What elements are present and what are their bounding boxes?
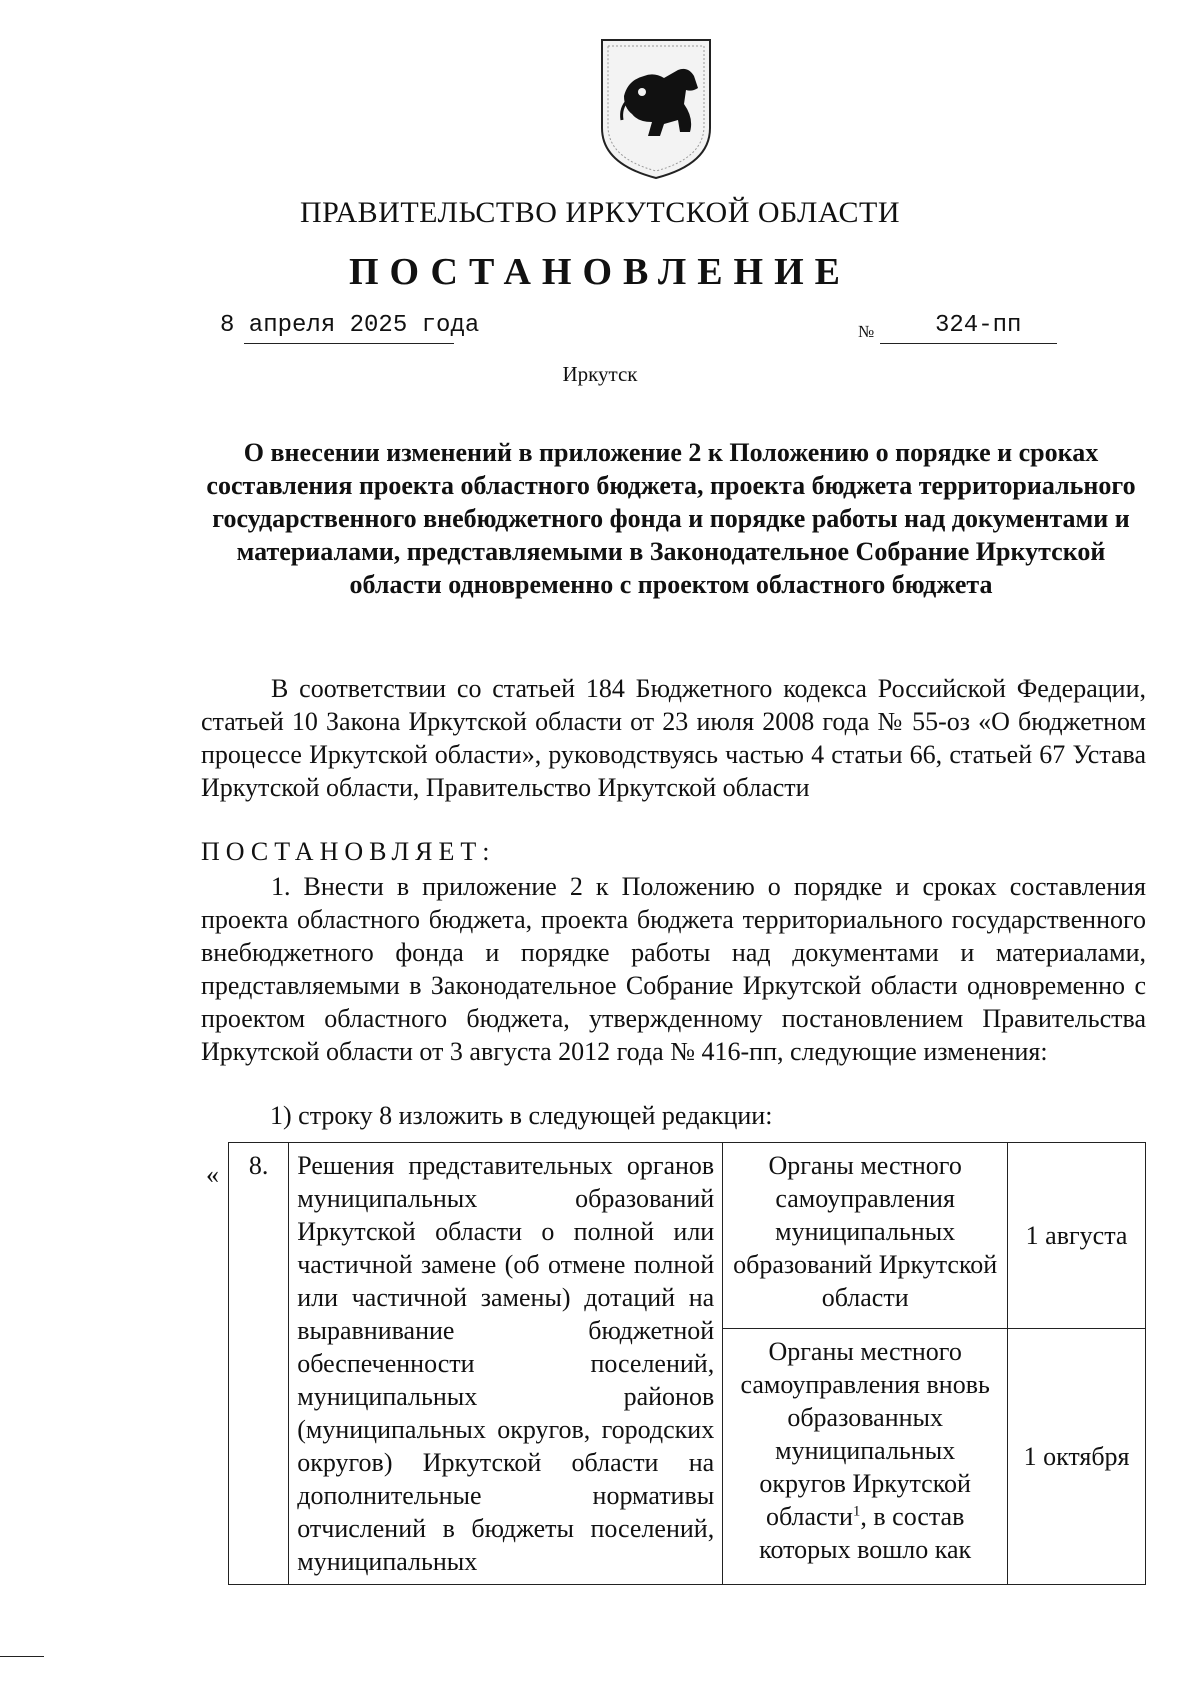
item-1-subitem: 1) строку 8 изложить в следующей редакции: <box>270 1101 773 1130</box>
document-title: О внесении изменений в приложение 2 к Положению о порядке и сроках составления проекта областного бюджета, проекта бюджета территориального государственного внебюджетного фонда и порядке работы над документами и материалами, представляемыми в Законодательное Собрание Иркутской области одновременно с проектом областного бюджета <box>206 438 1136 599</box>
row-description: Решения представительных органов муниципальных образований Иркутской области о полной или частичной замене (об отмене полной или частичной замены) дотаций на выравнивание бюджетной обеспеченности поселений, муниципальных районов (муниципальных округов, городских округов) Иркутской области на дополнительные нормативы отчислений в бюджеты поселений, муниципальных <box>289 1143 723 1585</box>
item-1-paragraph: 1. Внести в приложение 2 к Положению о порядке и сроках составления проекта областного бюджета, проекта бюджета территориального государственного внебюджетного фонда и порядке работы над документами и материалами, представляемыми в Законодательное Собрание Иркутской области одновременно с проектом областного бюджета, утвержденному постановлением Правительства Иркутской области от 3 августа 2012 года № 416-пп, следующие изменения: <box>201 872 1146 1066</box>
number-underline <box>880 343 1057 344</box>
row-number: 8. <box>229 1143 289 1585</box>
coat-of-arms-icon <box>598 36 714 182</box>
organization-name: ПРАВИТЕЛЬСТВО ИРКУТСКОЙ ОБЛАСТИ <box>299 196 901 229</box>
number-label: № <box>858 322 875 341</box>
amendment-table <box>228 1142 1146 1585</box>
responsible-org-2-continuation: , в состав которых вошло как <box>759 1502 972 1565</box>
responsible-org-2-text: Органы местного самоуправления вновь образованных муниципальных округов Иркутской области <box>740 1337 990 1532</box>
city: Иркутск <box>562 362 638 386</box>
document-date: 8 апреля 2025 года <box>220 312 480 339</box>
deadline-1: 1 августа <box>1008 1143 1146 1329</box>
preamble-paragraph: В соответствии со статьей 184 Бюджетного кодекса Российской Федерации, статьей 10 Закона Иркутской области от 23 июля 2008 года № 55-оз «О бюджетном процессе Иркутской области», руководствуясь частью 4 статьи 66, статьей 67 Устава Иркутской области, Правительство Иркутской области <box>201 674 1146 802</box>
coat-of-arms <box>598 36 714 182</box>
deadline-2: 1 октября <box>1008 1329 1146 1585</box>
document-type: ПОСТАНОВЛЕНИЕ <box>348 251 852 293</box>
decree-word: ПОСТАНОВЛЯЕТ: <box>201 837 496 866</box>
document-number: 324-пп <box>935 312 1022 339</box>
date-underline <box>244 343 454 344</box>
table-row <box>229 1143 1146 1329</box>
opening-quote: « <box>206 1160 219 1189</box>
footnote-reference: 1 <box>852 1503 861 1520</box>
responsible-org-1: Органы местного самоуправления муниципальных образований Иркутской области <box>723 1143 1008 1329</box>
footnote-separator <box>0 1656 44 1657</box>
responsible-org-2 <box>723 1329 1008 1585</box>
